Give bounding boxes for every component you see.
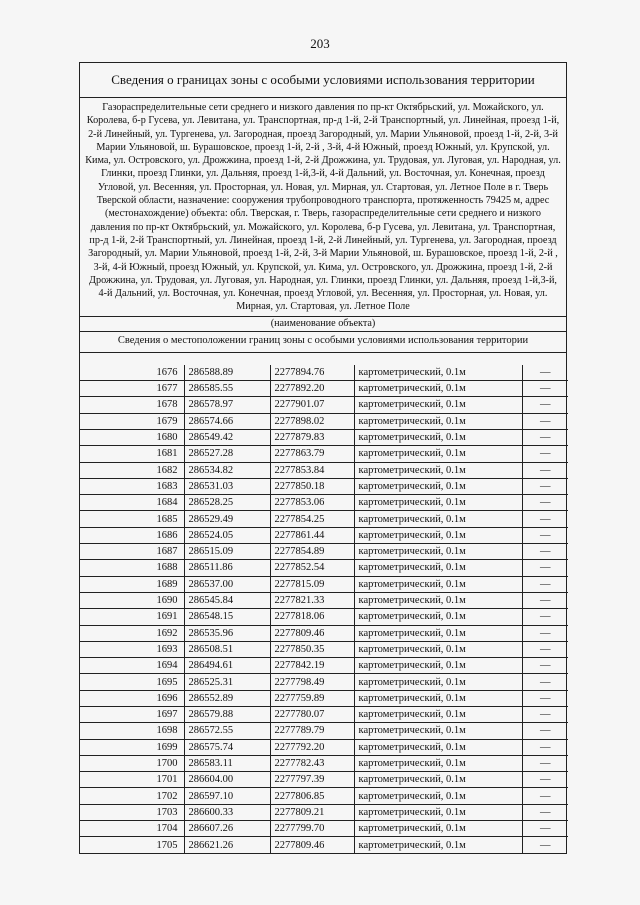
table-row [80, 706, 568, 722]
method-cell: картометрический, 0.1м [354, 739, 522, 755]
table-row [80, 723, 568, 739]
y-coordinate-cell: 2277821.33 [270, 592, 354, 608]
table-row [80, 658, 568, 674]
page-number: 203 [310, 36, 330, 51]
x-coordinate-cell: 286529.49 [184, 511, 270, 527]
method-cell: картометрический, 0.1м [354, 706, 522, 722]
method-cell: картометрический, 0.1м [354, 788, 522, 804]
table-row [80, 592, 568, 608]
accuracy-cell: — [522, 592, 568, 608]
x-coordinate-cell: 286607.26 [184, 821, 270, 837]
accuracy-cell: — [522, 690, 568, 706]
x-coordinate-cell: 286575.74 [184, 739, 270, 755]
accuracy-cell: — [522, 560, 568, 576]
point-number-cell: 1696 [80, 690, 184, 706]
coordinates-table-body [80, 365, 568, 853]
y-coordinate-cell: 2277809.46 [270, 625, 354, 641]
table-row [80, 804, 568, 820]
point-number-cell: 1705 [80, 837, 184, 853]
accuracy-cell: — [522, 723, 568, 739]
table-row [80, 495, 568, 511]
accuracy-cell: — [522, 772, 568, 788]
method-cell: картометрический, 0.1м [354, 365, 522, 381]
point-number-cell: 1677 [80, 381, 184, 397]
y-coordinate-cell: 2277854.25 [270, 511, 354, 527]
y-coordinate-cell: 2277782.43 [270, 755, 354, 771]
y-coordinate-cell: 2277879.83 [270, 429, 354, 445]
x-coordinate-cell: 286572.55 [184, 723, 270, 739]
point-number-cell: 1704 [80, 821, 184, 837]
table-row [80, 462, 568, 478]
method-cell: картометрический, 0.1м [354, 658, 522, 674]
accuracy-cell: — [522, 446, 568, 462]
x-coordinate-cell: 286525.31 [184, 674, 270, 690]
y-coordinate-cell: 2277863.79 [270, 446, 354, 462]
method-cell: картометрический, 0.1м [354, 821, 522, 837]
table-row [80, 674, 568, 690]
point-number-cell: 1684 [80, 495, 184, 511]
y-coordinate-cell: 2277861.44 [270, 527, 354, 543]
table-row [80, 755, 568, 771]
y-coordinate-cell: 2277850.35 [270, 641, 354, 657]
method-cell: картометрический, 0.1м [354, 576, 522, 592]
x-coordinate-cell: 286527.28 [184, 446, 270, 462]
point-number-cell: 1686 [80, 527, 184, 543]
method-cell: картометрический, 0.1м [354, 446, 522, 462]
accuracy-cell: — [522, 381, 568, 397]
method-cell: картометрический, 0.1м [354, 413, 522, 429]
object-name-caption: (наименование объекта) [80, 317, 566, 332]
y-coordinate-cell: 2277809.21 [270, 804, 354, 820]
accuracy-cell: — [522, 527, 568, 543]
coordinates-table [80, 365, 568, 853]
y-coordinate-cell: 2277818.06 [270, 609, 354, 625]
method-cell: картометрический, 0.1м [354, 527, 522, 543]
table-row [80, 527, 568, 543]
table-row [80, 641, 568, 657]
method-cell: картометрический, 0.1м [354, 397, 522, 413]
method-cell: картометрический, 0.1м [354, 544, 522, 560]
point-number-cell: 1685 [80, 511, 184, 527]
point-number-cell: 1700 [80, 755, 184, 771]
x-coordinate-cell: 286534.82 [184, 462, 270, 478]
x-coordinate-cell: 286524.05 [184, 527, 270, 543]
table-row [80, 625, 568, 641]
x-coordinate-cell: 286585.55 [184, 381, 270, 397]
point-number-cell: 1697 [80, 706, 184, 722]
table-row [80, 413, 568, 429]
y-coordinate-cell: 2277806.85 [270, 788, 354, 804]
table-row [80, 478, 568, 494]
method-cell: картометрический, 0.1м [354, 495, 522, 511]
y-coordinate-cell: 2277901.07 [270, 397, 354, 413]
x-coordinate-cell: 286574.66 [184, 413, 270, 429]
object-description: Газораспределительные сети среднего и низкого давления по пр-кт Октябрьский, ул. Можайского, ул. Королева, б-р Гусева, ул. Левитана, ул. Транспортная, пр-д 1-й, 2-й Транспортный, ул. Линейная, проезд 1-й, 2-й Линейный, ул. Тургенева, ул. Загородная, проезд Загородный, ул. Марии Ульяновой, проезд 1-й, 2-й, 3-й Марии Ульяновой, ш. Бурашовское, проезд 1-й, 2-й , 3-й, 4-й Южный, проезд Южный, ул. Крупской, ул. Кима, ул. Островского, ул. Дрожжина, проезд 1-й, 2-й Дрожжина, ул. Трудовая, ул. Луговая, ул. Народная, ул. Глинки, проезд Глинки, ул. Дальняя, проезд 1-й,3-й, 4-й Дальний, ул. Восточная, ул. Конечная, проезд Угловой, ул. Весенняя, ул. Просторная, ул. Новая, ул. Мирная, ул. Стартовая, ул. Летное Поле в г. Тверь Тверской области, назначение: сооружения трубопроводного транспорта, протяженность 79425 м, адрес (местонахождение) объекта: обл. Тверская, г. Тверь, газораспределительные сети среднего и низкого давления по пр-кт Октябрьский, ул. Можайского, ул. Королева, б-р Гусева, ул. Левитана, ул. Транспортная, пр-д 1-й, 2-й Транспортный, ул. Линейная, проезд 1-й, 2-й Линейный, ул. Тургенева, ул. Загородная, проезд Загородный, ул. Марии Ульяновой, проезд 1-й, 2-й, 3-й Марии Ульяновой, ш. Бурашовское, проезд 1-й, 2-й , 3-й, 4-й Южный, проезд Южный, ул. Крупской, ул. Кима, ул. Островского, ул. Дрожжина, проезд 1-й, 2-й Дрожжина, ул. Трудовая, ул. Луговая, ул. Народная, ул. Глинки, проезд Глинки, ул. Дальняя, проезд 1-й,3-й, 4-й Дальний, ул. Восточная, ул. Конечная, проезд Угловой, ул. Весенняя, ул. Просторная, ул. Новая, ул. Мирная, ул. Стартовая, ул. Летное Поле [80, 98, 566, 317]
y-coordinate-cell: 2277852.54 [270, 560, 354, 576]
point-number-cell: 1701 [80, 772, 184, 788]
x-coordinate-cell: 286508.51 [184, 641, 270, 657]
point-number-cell: 1688 [80, 560, 184, 576]
point-number-cell: 1695 [80, 674, 184, 690]
point-number-cell: 1679 [80, 413, 184, 429]
x-coordinate-cell: 286579.88 [184, 706, 270, 722]
table-row [80, 576, 568, 592]
y-coordinate-cell: 2277799.70 [270, 821, 354, 837]
x-coordinate-cell: 286621.26 [184, 837, 270, 853]
y-coordinate-cell: 2277789.79 [270, 723, 354, 739]
accuracy-cell: — [522, 804, 568, 820]
method-cell: картометрический, 0.1м [354, 755, 522, 771]
table-row [80, 788, 568, 804]
accuracy-cell: — [522, 641, 568, 657]
y-coordinate-cell: 2277842.19 [270, 658, 354, 674]
table-row [80, 560, 568, 576]
point-number-cell: 1681 [80, 446, 184, 462]
accuracy-cell: — [522, 609, 568, 625]
x-coordinate-cell: 286528.25 [184, 495, 270, 511]
point-number-cell: 1699 [80, 739, 184, 755]
method-cell: картометрический, 0.1м [354, 690, 522, 706]
accuracy-cell: — [522, 821, 568, 837]
x-coordinate-cell: 286597.10 [184, 788, 270, 804]
point-number-cell: 1693 [80, 641, 184, 657]
point-number-cell: 1703 [80, 804, 184, 820]
method-cell: картометрический, 0.1м [354, 804, 522, 820]
x-coordinate-cell: 286535.96 [184, 625, 270, 641]
y-coordinate-cell: 2277898.02 [270, 413, 354, 429]
accuracy-cell: — [522, 706, 568, 722]
point-number-cell: 1692 [80, 625, 184, 641]
method-cell: картометрический, 0.1м [354, 462, 522, 478]
method-cell: картометрический, 0.1м [354, 674, 522, 690]
accuracy-cell: — [522, 511, 568, 527]
y-coordinate-cell: 2277854.89 [270, 544, 354, 560]
method-cell: картометрический, 0.1м [354, 609, 522, 625]
y-coordinate-cell: 2277892.20 [270, 381, 354, 397]
method-cell: картометрический, 0.1м [354, 511, 522, 527]
table-row [80, 837, 568, 853]
method-cell: картометрический, 0.1м [354, 381, 522, 397]
y-coordinate-cell: 2277792.20 [270, 739, 354, 755]
x-coordinate-cell: 286511.86 [184, 560, 270, 576]
table-row [80, 446, 568, 462]
method-cell: картометрический, 0.1м [354, 837, 522, 853]
method-cell: картометрический, 0.1м [354, 478, 522, 494]
y-coordinate-cell: 2277853.84 [270, 462, 354, 478]
method-cell: картометрический, 0.1м [354, 592, 522, 608]
form-title: Сведения о границах зоны с особыми условиями использования территории [80, 63, 566, 98]
point-number-cell: 1694 [80, 658, 184, 674]
point-number-cell: 1683 [80, 478, 184, 494]
location-section-title: Сведения о местоположении границ зоны с особыми условиями использования территории [117, 334, 529, 346]
method-cell: картометрический, 0.1м [354, 772, 522, 788]
x-coordinate-cell: 286578.97 [184, 397, 270, 413]
accuracy-cell: — [522, 397, 568, 413]
accuracy-cell: — [522, 658, 568, 674]
table-row [80, 739, 568, 755]
accuracy-cell: — [522, 576, 568, 592]
point-number-cell: 1689 [80, 576, 184, 592]
x-coordinate-cell: 286548.15 [184, 609, 270, 625]
method-cell: картометрический, 0.1м [354, 560, 522, 576]
accuracy-cell: — [522, 625, 568, 641]
x-coordinate-cell: 286604.00 [184, 772, 270, 788]
table-row [80, 609, 568, 625]
accuracy-cell: — [522, 413, 568, 429]
y-coordinate-cell: 2277780.07 [270, 706, 354, 722]
x-coordinate-cell: 286583.11 [184, 755, 270, 771]
accuracy-cell: — [522, 429, 568, 445]
x-coordinate-cell: 286531.03 [184, 478, 270, 494]
y-coordinate-cell: 2277815.09 [270, 576, 354, 592]
y-coordinate-cell: 2277809.46 [270, 837, 354, 853]
accuracy-cell: — [522, 478, 568, 494]
table-row [80, 690, 568, 706]
accuracy-cell: — [522, 739, 568, 755]
x-coordinate-cell: 286537.00 [184, 576, 270, 592]
table-row [80, 381, 568, 397]
table-row [80, 544, 568, 560]
x-coordinate-cell: 286549.42 [184, 429, 270, 445]
x-coordinate-cell: 286494.61 [184, 658, 270, 674]
accuracy-cell: — [522, 495, 568, 511]
point-number-cell: 1687 [80, 544, 184, 560]
y-coordinate-cell: 2277759.89 [270, 690, 354, 706]
point-number-cell: 1698 [80, 723, 184, 739]
zone-boundary-form [79, 62, 567, 854]
point-number-cell: 1676 [80, 365, 184, 381]
x-coordinate-cell: 286552.89 [184, 690, 270, 706]
point-number-cell: 1678 [80, 397, 184, 413]
point-number-cell: 1702 [80, 788, 184, 804]
table-row [80, 772, 568, 788]
method-cell: картометрический, 0.1м [354, 429, 522, 445]
table-row [80, 821, 568, 837]
accuracy-cell: — [522, 674, 568, 690]
accuracy-cell: — [522, 544, 568, 560]
point-number-cell: 1690 [80, 592, 184, 608]
table-header-spacer [80, 352, 566, 365]
table-row [80, 429, 568, 445]
table-row [80, 365, 568, 381]
x-coordinate-cell: 286588.89 [184, 365, 270, 381]
point-number-cell: 1691 [80, 609, 184, 625]
point-number-cell: 1682 [80, 462, 184, 478]
y-coordinate-cell: 2277853.06 [270, 495, 354, 511]
point-number-cell: 1680 [80, 429, 184, 445]
x-coordinate-cell: 286545.84 [184, 592, 270, 608]
x-coordinate-cell: 286515.09 [184, 544, 270, 560]
accuracy-cell: — [522, 788, 568, 804]
accuracy-cell: — [522, 462, 568, 478]
y-coordinate-cell: 2277850.18 [270, 478, 354, 494]
y-coordinate-cell: 2277894.76 [270, 365, 354, 381]
x-coordinate-cell: 286600.33 [184, 804, 270, 820]
y-coordinate-cell: 2277798.49 [270, 674, 354, 690]
table-row [80, 511, 568, 527]
y-coordinate-cell: 2277797.39 [270, 772, 354, 788]
method-cell: картометрический, 0.1м [354, 723, 522, 739]
accuracy-cell: — [522, 365, 568, 381]
accuracy-cell: — [522, 755, 568, 771]
method-cell: картометрический, 0.1м [354, 641, 522, 657]
accuracy-cell: — [522, 837, 568, 853]
table-row [80, 397, 568, 413]
method-cell: картометрический, 0.1м [354, 625, 522, 641]
